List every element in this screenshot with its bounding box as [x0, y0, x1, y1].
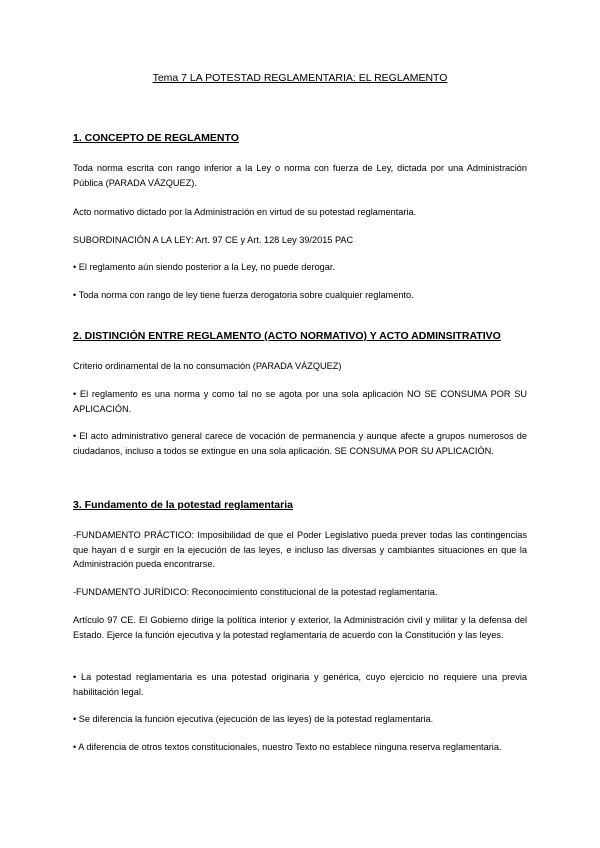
section-3-bullet-1: • La potestad reglamentaria es una potestad originaria y genérica, cuyo ejercicio no requiere una previa habilitación legal.: [73, 672, 527, 697]
section-2-heading: 2. DISTINCIÓN ENTRE REGLAMENTO (ACTO NORMATIVO) Y ACTO ADMINSITRATIVO: [73, 330, 501, 342]
section-3-paragraph-1: -FUNDAMENTO PRÁCTICO: Imposibilidad de que el Poder Legislativo pueda prever todas las contingencias que hayan d e surgir en la ejecución de las leyes, e incluso las diversas y cambiantes situaciones en que la Administración pueda encontrarse.: [73, 530, 527, 569]
section-3-heading: 3. Fundamento de la potestad reglamentaria: [73, 499, 293, 511]
section-3-paragraph-3: Artículo 97 CE. El Gobierno dirige la política interior y exterior, la Administración civil y militar y la defensa del Estado. Ejerce la función ejecutiva y la potestad reglamentaria de acuerdo con la Constitución y las leyes.: [73, 615, 527, 640]
section-2-paragraph-1: Criterio ordinamental de la no consumación (PARADA VÁZQUEZ): [73, 361, 342, 371]
section-1-heading: 1. CONCEPTO DE REGLAMENTO: [73, 132, 239, 144]
section-2-bullet-2: • El acto administrativo general carece de vocación de permanencia y aunque afecte a grupos numerosos de ciudadanos, incluso a todos se extingue en una sola aplicación. SE CONSUMA POR SU APLICACIÓN.: [73, 431, 527, 456]
section-1-paragraph-3: SUBORDINACIÓN A LA LEY: Art. 97 CE y Art. 128 Ley 39/2015 PAC: [73, 235, 354, 245]
document-title: Tema 7 LA POTESTAD REGLAMENTARIA: EL REGLAMENTO: [152, 72, 448, 84]
section-3-paragraph-2: -FUNDAMENTO JURÍDICO: Reconocimiento constitucional de la potestad reglamentaria.: [73, 587, 438, 597]
section-3-bullet-2: • Se diferencia la función ejecutiva (ejecución de las leyes) de la potestad reglamentaria.: [73, 714, 434, 724]
section-1-bullet-1: • El reglamento aún siendo posterior a la Ley, no puede derogar.: [73, 262, 335, 272]
section-2-bullet-1: • El reglamento es una norma y como tal no se agota por una sola aplicación NO SE CONSUMA POR SU APLICACIÓN.: [73, 389, 527, 414]
section-1-paragraph-1: Toda norma escrita con rango inferior a la Ley o norma con fuerza de Ley, dictada por una Administración Pública (PARADA VÁZQUEZ).: [73, 163, 527, 188]
section-1-bullet-2: • Toda norma con rango de ley tiene fuerza derogatoria sobre cualquier reglamento.: [73, 290, 414, 300]
section-1-paragraph-2: Acto normativo dictado por la Administración en virtud de su potestad reglamentaria.: [73, 207, 417, 217]
section-3-bullet-3: • A diferencia de otros textos constitucionales, nuestro Texto no establece ninguna reserva reglamentaria.: [73, 742, 502, 752]
